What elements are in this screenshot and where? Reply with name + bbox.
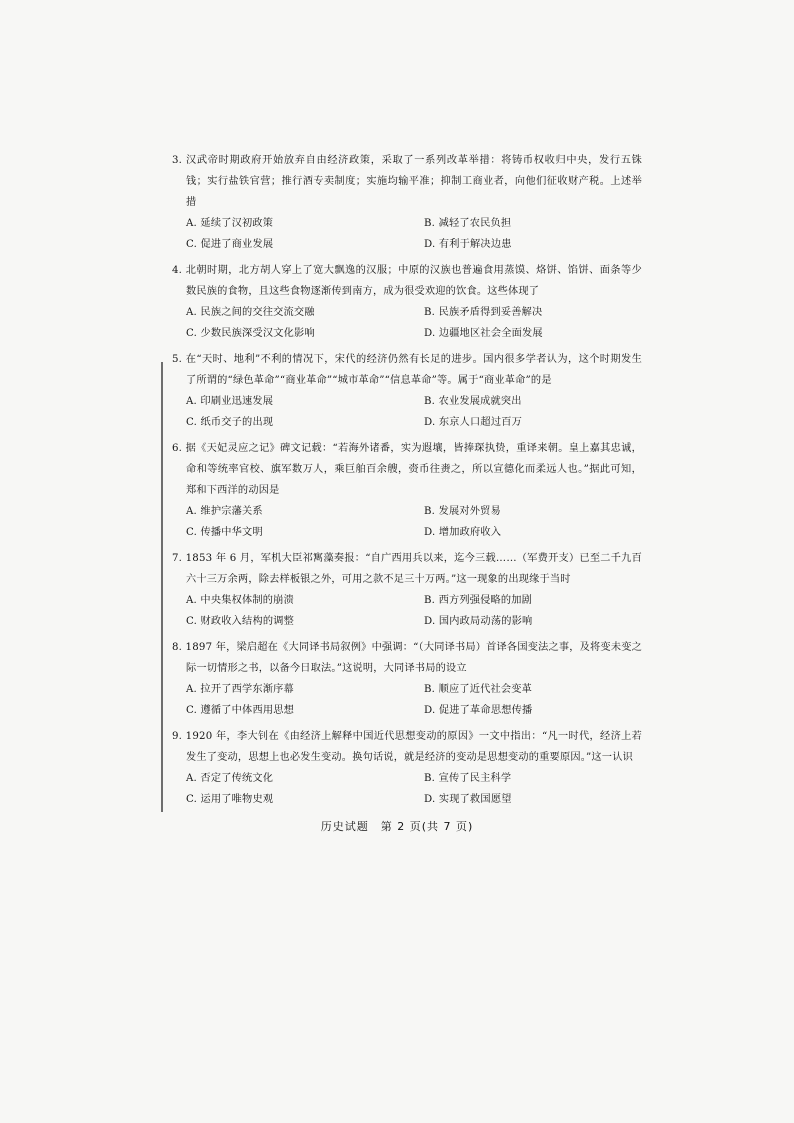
option-b: B. 宣传了民主科学 <box>424 773 512 784</box>
question-stem: 3. 汉武帝时期政府开始放弃自由经济政策，采取了一系列改革举措：将铸币权收归中央，发行五铢钱；实行盐铁官营；推行酒专卖制度；实施均输平准；抑制工商业者，向他们征收财产税。上述举措 <box>172 155 642 208</box>
option-grid <box>172 501 642 543</box>
question-stem: 5. 在“天时、地利”不利的情况下，宋代的经济仍然有长足的进步。国内很多学者认为，这个时期发生了所谓的“绿色革命”“商业革命”“城市革命”“信息革命”等。属于“商业革命”的是 <box>172 354 642 386</box>
option-b: B. 减轻了农民负担 <box>424 218 512 229</box>
question-6 <box>172 438 642 543</box>
margin-line <box>161 362 163 812</box>
option-c: C. 少数民族深受汉文化影响 <box>186 328 315 339</box>
option-c: C. 促进了商业发展 <box>186 239 274 250</box>
question-stem: 8. 1897 年，梁启超在《大同译书局叙例》中强调：“（大同译书局）首译各国变法之事，及将变未变之际一切情形之书，以备今日取法。”这说明，大同译书局的设立 <box>172 642 642 674</box>
question-4 <box>172 260 642 344</box>
question-stem: 6. 据《天妃灵应之记》碑文记载：“若海外诸番，实为遐壤，皆捧琛执贽，重译来朝。皇上嘉其忠诚，命和等统率官校、旗军数万人，乘巨舶百余艘，赍币往赉之，所以宣德化而柔远人也。”据此可知，郑和下西洋的动因是 <box>172 443 642 496</box>
option-a: A. 拉开了西学东渐序幕 <box>186 684 294 695</box>
question-7 <box>172 548 642 632</box>
option-a: A. 印刷业迅速发展 <box>186 396 274 407</box>
option-grid <box>172 391 642 433</box>
option-b: B. 顺应了近代社会变革 <box>424 684 533 695</box>
question-list <box>172 150 642 815</box>
option-grid <box>172 590 642 632</box>
question-5 <box>172 349 642 433</box>
option-d: D. 边疆地区社会全面发展 <box>424 328 543 339</box>
question-stem: 4. 北朝时期，北方胡人穿上了宽大飘逸的汉服；中原的汉族也普遍食用蒸馍、烙饼、馅饼、面条等少数民族的食物，且这些食物逐渐传到南方，成为很受欢迎的饮食。这些体现了 <box>172 265 642 297</box>
option-c: C. 运用了唯物史观 <box>186 794 274 805</box>
option-c: C. 财政收入结构的调整 <box>186 616 294 627</box>
option-a: A. 中央集权体制的崩溃 <box>186 595 294 606</box>
option-d: D. 国内政局动荡的影响 <box>424 616 533 627</box>
option-d: D. 实现了救国愿望 <box>424 794 512 805</box>
option-d: D. 有利于解决边患 <box>424 239 512 250</box>
question-stem: 7. 1853 年 6 月，军机大臣祁寯藻奏报：“自广西用兵以来，迄今三载……（军费开支）已至二千九百六十三万余两，除去样板银之外，可用之款不足三十万两。”这一现象的出现缘于当时 <box>172 553 642 585</box>
option-a: A. 民族之间的交往交流交融 <box>186 307 315 318</box>
option-b: B. 发展对外贸易 <box>424 506 501 517</box>
option-a: A. 否定了传统文化 <box>186 773 274 784</box>
question-8 <box>172 637 642 721</box>
option-a: A. 维护宗藩关系 <box>186 506 263 517</box>
question-stem: 9. 1920 年，李大钊在《由经济上解释中国近代思想变动的原因》一文中指出：“凡一时代，经济上若发生了变动，思想上也必发生变动。换句话说，就是经济的变动是思想变动的重要原因。”这一认识 <box>172 731 642 763</box>
question-3 <box>172 150 642 255</box>
option-grid <box>172 302 642 344</box>
option-b: B. 民族矛盾得到妥善解决 <box>424 307 543 318</box>
option-grid <box>172 213 642 255</box>
option-c: C. 纸币交子的出现 <box>186 417 274 428</box>
option-b: B. 农业发展成就突出 <box>424 396 522 407</box>
option-d: D. 增加政府收入 <box>424 527 502 538</box>
option-c: C. 遵循了中体西用思想 <box>186 705 294 716</box>
option-grid <box>172 768 642 810</box>
page-footer: 历史试题 第 2 页(共 7 页) <box>320 820 474 833</box>
option-grid <box>172 679 642 721</box>
option-d: D. 东京人口超过百万 <box>424 417 522 428</box>
question-9 <box>172 726 642 810</box>
option-b: B. 西方列强侵略的加剧 <box>424 595 533 606</box>
option-d: D. 促进了革命思想传播 <box>424 705 533 716</box>
option-c: C. 传播中华文明 <box>186 527 263 538</box>
option-a: A. 延续了汉初政策 <box>186 218 274 229</box>
